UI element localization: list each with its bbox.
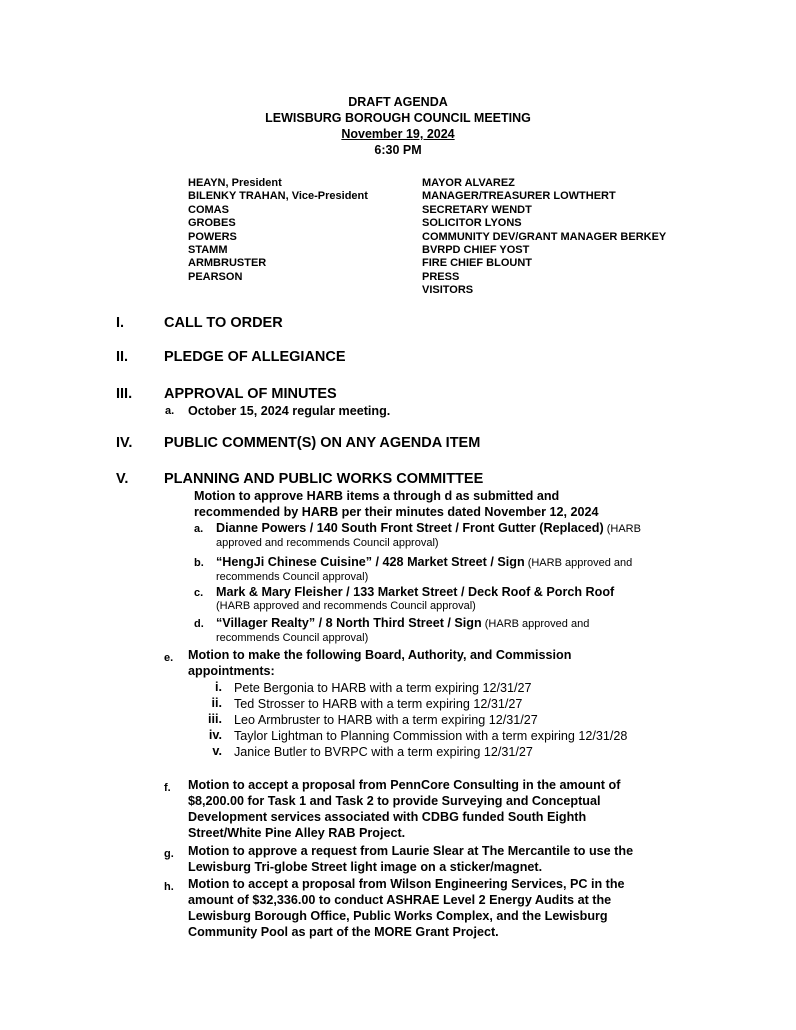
meeting-date: November 19, 2024 [341, 127, 455, 141]
harb-intro-line: Motion to approve HARB items a through d as submitted and [194, 489, 560, 503]
item-g-text [188, 843, 633, 875]
section-title-call-to-order: CALL TO ORDER [164, 315, 283, 331]
section-number: II. [116, 349, 129, 365]
attendee: ARMBRUSTER [188, 257, 267, 270]
attendee: BILENKY TRAHAN, Vice-President [188, 190, 368, 203]
harb-item-note: (HARB approved and [481, 618, 590, 630]
harb-item-d [216, 615, 716, 632]
item-e-line: Motion to make the following Board, Authority, and Commission [188, 648, 572, 662]
harb-item-note-line: (HARB approved and recommends Council approval) [216, 600, 476, 612]
section-number: IV. [116, 435, 133, 451]
item-e-text [188, 647, 571, 679]
item-label: h. [164, 881, 174, 893]
harb-item-note-line: approved and recommends Council approval) [216, 537, 439, 549]
item-label: e. [164, 652, 174, 664]
attendee: STAMM [188, 244, 228, 257]
appointment-number: ii. [211, 696, 222, 710]
item-e-line: appointments: [188, 664, 275, 678]
item-f-line: $8,200.00 for Task 1 and Task 2 to provide Surveying and Conceptual [188, 794, 601, 808]
section-number: III. [116, 386, 133, 402]
item-label: d. [194, 618, 204, 630]
item-g-line: Lewisburg Tri-globe Street light image on a sticker/magnet. [188, 860, 543, 874]
item-label: c. [194, 587, 204, 599]
item-g-line: Motion to approve a request from Laurie Slear at The Mercantile to use the [188, 844, 634, 858]
meeting-time: 6:30 PM [374, 143, 422, 157]
meeting-title: LEWISBURG BOROUGH COUNCIL MEETING [265, 111, 531, 125]
attendee: POWERS [188, 230, 237, 243]
section-title-public-comment: PUBLIC COMMENT(S) ON ANY AGENDA ITEM [164, 435, 481, 451]
appointment-text: Janice Butler to BVRPC with a term expiring 12/31/27 [234, 745, 533, 759]
harb-item-note-line: recommends Council approval) [216, 571, 369, 583]
harb-item-title: “HengJi Chinese Cuisine” / 428 Market Street / Sign [216, 555, 525, 569]
item-h-line: Lewisburg Borough Office, Public Works Complex, and the Lewisburg [188, 909, 608, 923]
attendee: COMAS [188, 203, 229, 216]
appointment-text: Ted Strosser to HARB with a term expiring 12/31/27 [234, 697, 523, 711]
attendee: FIRE CHIEF BLOUNT [422, 257, 532, 270]
section-number: V. [116, 471, 129, 487]
harb-item-note: (HARB [603, 523, 641, 535]
attendee: VISITORS [422, 284, 474, 297]
appointment-text: Pete Bergonia to HARB with a term expiring 12/31/27 [234, 681, 532, 695]
item-h-line: Motion to accept a proposal from Wilson Engineering Services, PC in the [188, 877, 625, 891]
section-title-minutes: APPROVAL OF MINUTES [164, 386, 337, 402]
section-title-planning: PLANNING AND PUBLIC WORKS COMMITTEE [164, 471, 484, 487]
attendee: BVRPD CHIEF YOST [422, 244, 530, 257]
attendee: COMMUNITY DEV/GRANT MANAGER BERKEY [422, 230, 667, 243]
harb-intro [194, 488, 599, 520]
attendee: MAYOR ALVAREZ [422, 177, 515, 189]
item-h-text [188, 876, 625, 940]
attendee: SOLICITOR LYONS [422, 217, 522, 230]
harb-item-a [216, 520, 716, 537]
item-h-line: amount of $32,336.00 to conduct ASHRAE Level 2 Energy Audits at the [188, 893, 612, 907]
section-number: I. [116, 315, 125, 331]
meeting-date-row [0, 126, 796, 142]
harb-item-b [216, 554, 716, 571]
appointment-number: v. [212, 744, 222, 758]
harb-item-note-line: recommends Council approval) [216, 632, 369, 644]
item-f-line: Development services associated with CDBG funded South Eighth [188, 810, 587, 824]
attendee: HEAYN, President [188, 177, 282, 189]
attendee: GROBES [188, 217, 236, 230]
attendees-left [188, 177, 368, 284]
item-label: g. [164, 848, 174, 860]
item-label: a. [194, 523, 204, 535]
attendee: PEARSON [188, 270, 243, 283]
harb-item-c: Mark & Mary Fleisher / 133 Market Street / Deck Roof & Porch Roof [216, 585, 615, 599]
harb-item-note: (HARB approved and [524, 557, 633, 569]
item-f-line: Motion to accept a proposal from PennCore Consulting in the amount of [188, 778, 621, 792]
harb-intro-line: recommended by HARB per their minutes dated November 12, 2024 [194, 505, 599, 519]
appointment-number: i. [215, 680, 222, 694]
harb-item-title: Dianne Powers / 140 South Front Street / Front Gutter (Replaced) [216, 521, 604, 535]
attendee: PRESS [422, 270, 460, 283]
attendees-right [422, 177, 666, 298]
appointment-text: Leo Armbruster to HARB with a term expiring 12/31/27 [234, 713, 538, 727]
appointment-number: iv. [208, 728, 222, 742]
appointment-text: Taylor Lightman to Planning Commission with a term expiring 12/31/28 [234, 729, 628, 743]
agenda-heading: DRAFT AGENDA [348, 95, 448, 109]
item-label: a. [165, 405, 175, 417]
attendee: SECRETARY WENDT [422, 203, 532, 216]
item-label: f. [164, 782, 171, 794]
item-f-line: Street/White Pine Alley RAB Project. [188, 826, 406, 840]
harb-item-title: “Villager Realty” / 8 North Third Street / Sign [216, 616, 482, 630]
item-f-text [188, 777, 620, 841]
section-title-pledge: PLEDGE OF ALLEGIANCE [164, 349, 346, 365]
attendee: MANAGER/TREASURER LOWTHERT [422, 190, 616, 203]
appointment-number: iii. [208, 712, 222, 726]
minutes-item-text: October 15, 2024 regular meeting. [188, 404, 391, 418]
item-h-line: Community Pool as part of the MORE Grant Project. [188, 925, 499, 939]
item-label: b. [194, 557, 204, 569]
